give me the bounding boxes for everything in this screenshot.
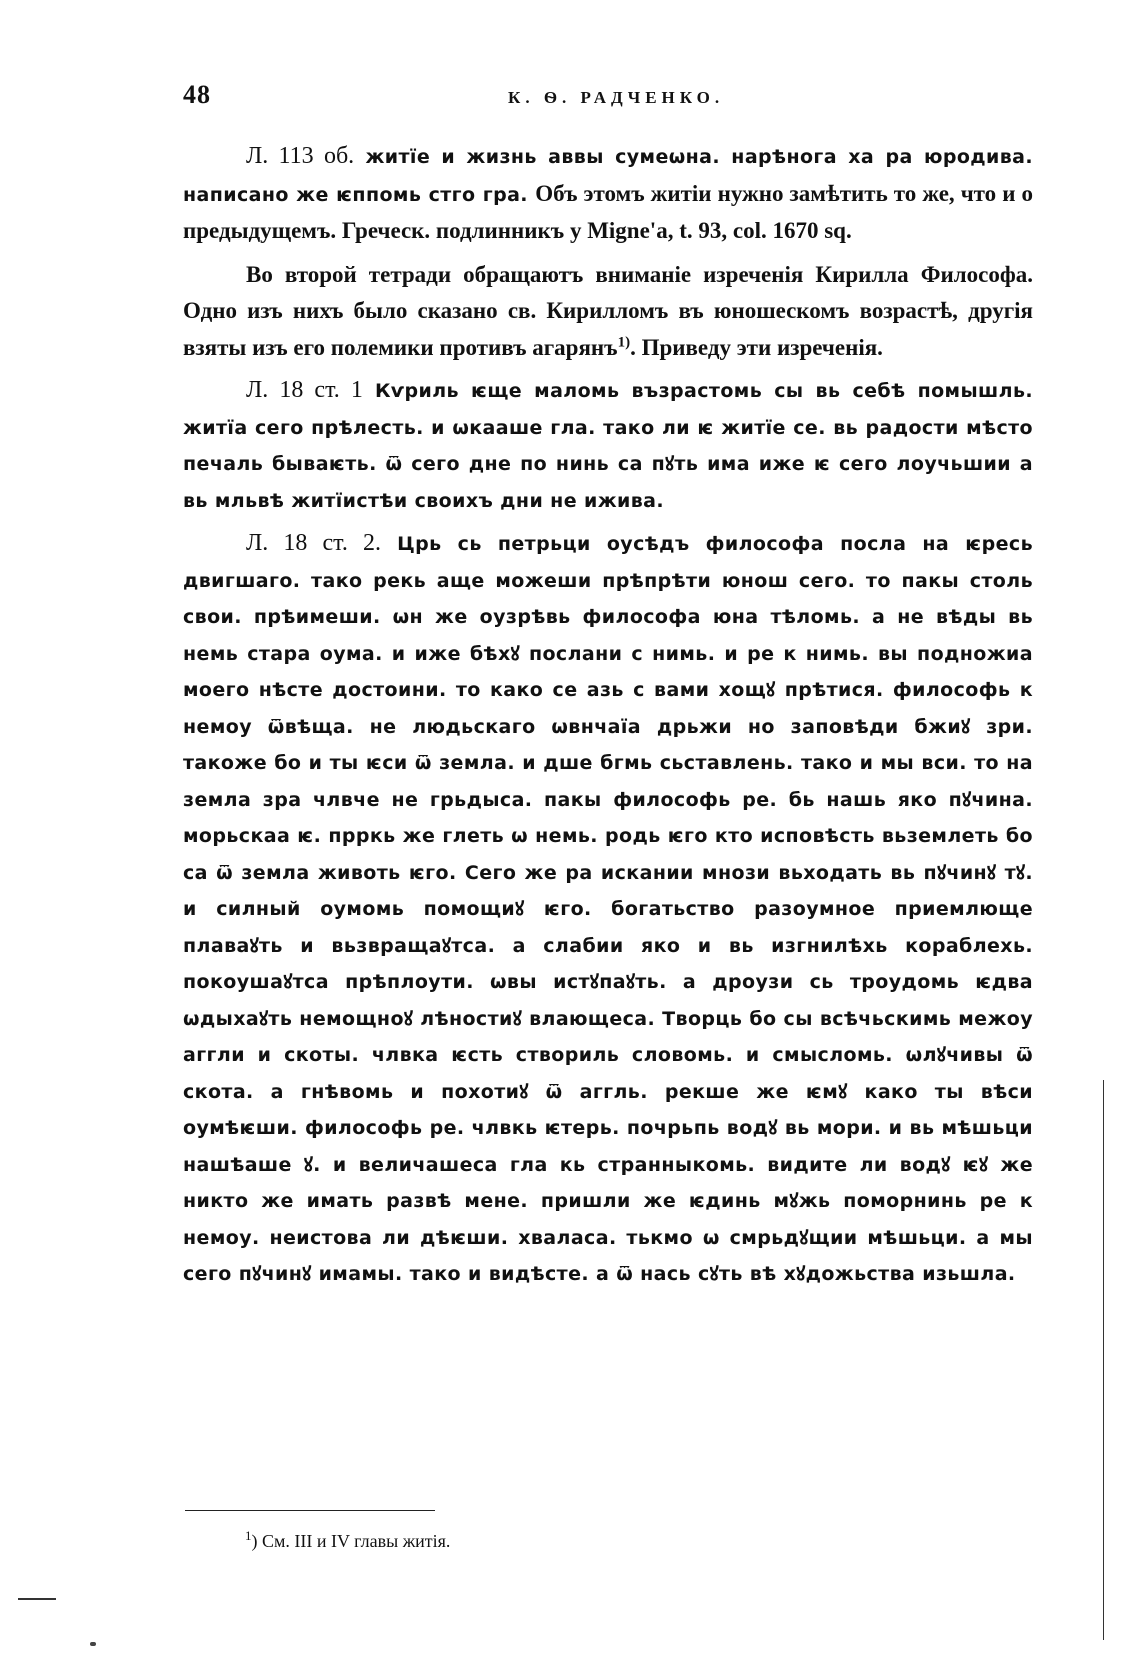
paragraph-second-notebook xyxy=(183,257,1033,367)
paragraph-saying-2 xyxy=(183,525,1033,1293)
running-title: К. Ѳ. РАДЧЕНКО. xyxy=(508,88,725,107)
folio-reference: Л. 18 ст. 2. xyxy=(246,530,381,556)
paragraph-text-end: . Приведу эти изреченія. xyxy=(630,334,883,360)
scan-speck xyxy=(90,1642,96,1646)
footnote-text: ) См. III и IV главы житія. xyxy=(251,1531,451,1551)
scan-margin-mark xyxy=(18,1598,56,1600)
body-text xyxy=(183,138,1033,1299)
page-number: 48 xyxy=(183,80,211,109)
paragraph-text: Во второй тетради обращаютъ вниманіе изреченія Кирилла Философа. Одно изъ нихъ было сказано св. Кирилломъ въ юношескомъ возрастѣ, другія взяты изъ его полемики противъ агарянъ xyxy=(183,261,1033,360)
footnote-marker[interactable]: 1) xyxy=(617,333,631,350)
folio-reference: Л. 113 об. xyxy=(246,143,355,169)
footnote xyxy=(245,1528,450,1552)
slavonic-quote: Кѵриль ѥще маломь възрастомь сы вь себѣ помышль. житїа сего прѣлесть. и ѡкааше гла. тако ли ѥ житїе се. вь радости мѣсто печаль бываѥть. ѿ сего дне по нинь са пꙋть има иже ѥ сего лоучьшии а вь мльвѣ житїистѣи своихъ дни не ижива. xyxy=(183,380,1033,512)
paragraph-saying-1 xyxy=(183,372,1033,519)
footnote-divider xyxy=(185,1510,435,1511)
scan-edge-line xyxy=(1103,1080,1104,1640)
paragraph-vita-symeon xyxy=(183,138,1033,251)
slavonic-quote: житїе и жизнь аввы сумеѡна. нарѣнога ха ра юродива. написано же ѥппомь стго гра. xyxy=(183,146,1034,206)
folio-reference: Л. 18 ст. 1 xyxy=(246,377,363,403)
commentary-text: Объ этомъ житіи нужно замѣтить то же, что и о предыдущемъ. Греческ. подлинникъ у Migne'a, t. 93, col. 1670 sq. xyxy=(183,180,1034,243)
slavonic-quote: Црь сь петрьци оусѣдъ философа посла на ѥресь двигшаго. тако рекь аще можеши прѣпрѣти юнош сего. то пакы столь свои. прѣимеши. ѡн же оузрѣвь философа юна тѣломь. а не вѣды вь немь стара оума. и иже бѣхꙋ послани с нимь. и ре к нимь. вы подножиа моего нѣсте достоини. то како се азь с вами хощꙋ прѣтися. философь к немоу ѿвѣща. не людьскаго ѡвнчаїа дрьжи но заповѣди бжиꙋ зри. такоже бо и ты ѥси ѿ земла. и дше бгмь сьставлень. тако и мы вси. то на земла зра члвче не грьдыса. пакы философь ре. бь нашь яко пꙋчина. морьскаа ѥ. прркь же глеть ѡ немь. родь ѥго кто исповѣсть вьземлеть бо са ѿ земла животь ѥго. Сего же ра искании мнози вьходать вь пꙋчинꙋ тꙋ. и силный оумомь помощиꙋ ѥго. богатьство разоумное приемлюще плаваꙋть и вьзвращаꙋтса. а слабии яко и вь изгнилѣхь кораблехь. покоушаꙋтса прѣплоути. ѡвы истꙋпаꙋть. а дроузи сь троудомь ѥдва ѡдыхаꙋть немощноꙋ лѣностиꙋ влающеса. Творць бо сы всѣчьскимь межоу аггли и скоты. члвка ѥсть створиль словомь. и смысломь. ѡлꙋчивы ѿ скота. а гнѣвомь и похотиꙋ ѿ аггль. рекше же ѥмꙋ како ты вѣси оумѣѥши. философь ре. члвкь ѥтерь. почрьпь водꙋ вь мори. и вь мѣшьци нашѣаше ꙋ. и величашеса гла кь странныкомь. видите ли водꙋ ѥꙋ же никто же имать развѣ мене. пришли же ѥдинь мꙋжь поморнинь ре к немоу. неистова ли дѣѥши. хваласа. тькмо ѡ смрьдꙋщии мѣшьци. а мы сего пꙋчинꙋ имамы. тако и видѣсте. а ѿ нась сꙋть вѣ хꙋдожьства изьшла. xyxy=(183,533,1033,1285)
footnote-number: 1 xyxy=(245,1528,252,1543)
